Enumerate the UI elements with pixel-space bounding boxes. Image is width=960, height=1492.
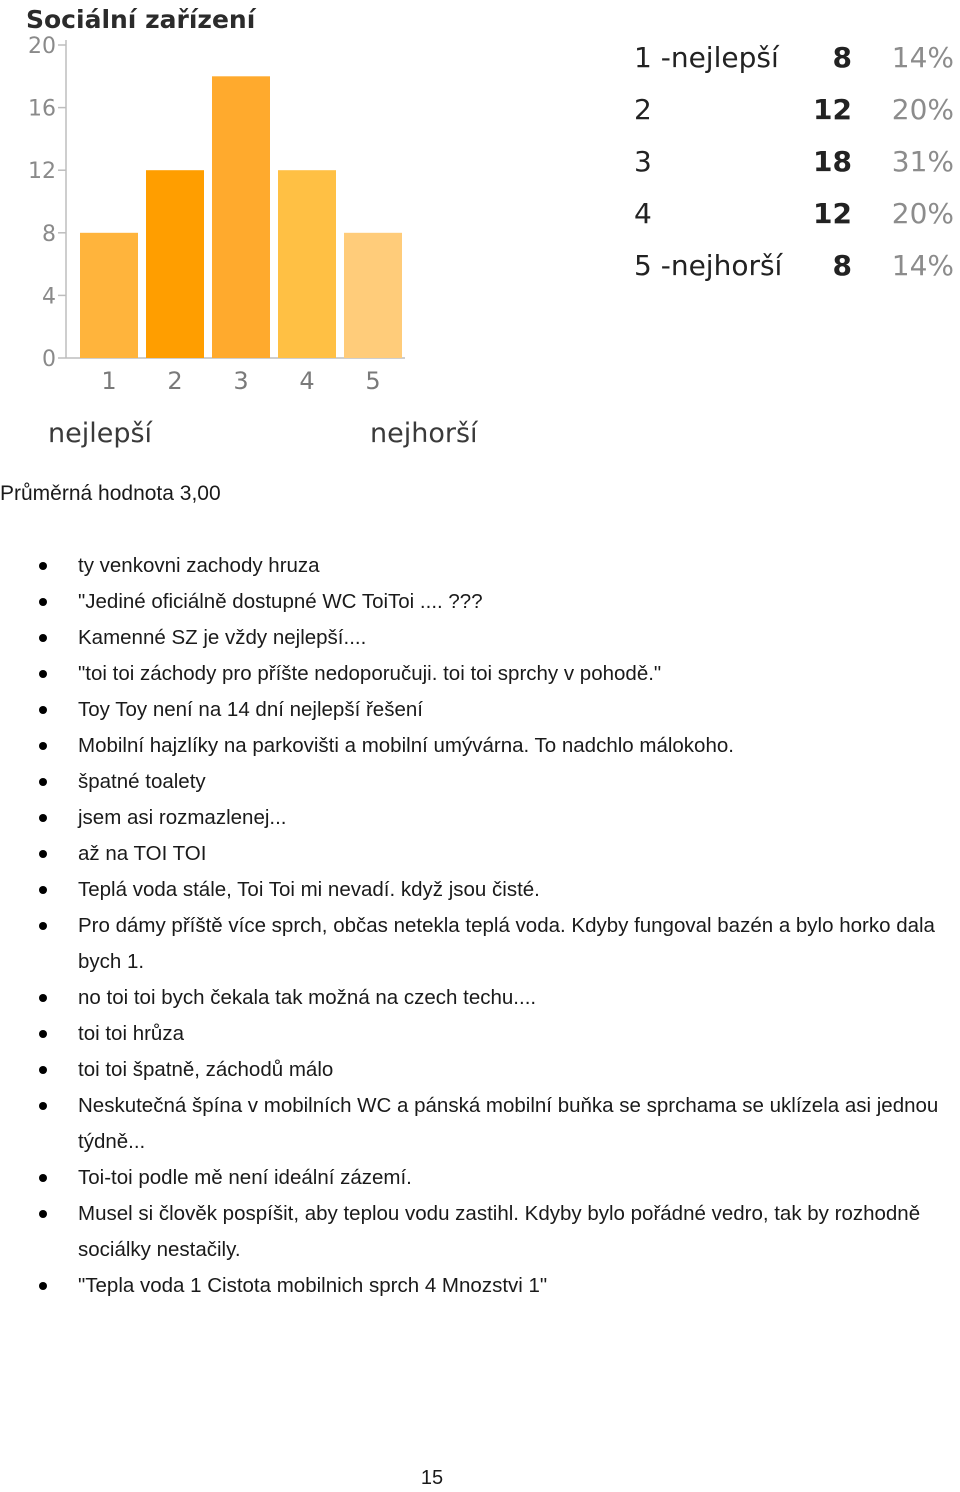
comment-text: Toi-toi podle mě není ideální zázemí. — [78, 1166, 412, 1189]
bullet-icon — [39, 778, 47, 786]
bar-4 — [278, 170, 336, 358]
bullet-icon — [39, 634, 47, 642]
bullet-icon — [39, 1282, 47, 1290]
bullet-icon — [39, 814, 47, 822]
bullet-icon — [39, 562, 47, 570]
comment-text: Mobilní hajzlíky na parkovišti a mobilní umývárna. To nadchlo málokoho. — [78, 734, 734, 757]
legend-category: 5 -nejhorší — [634, 249, 783, 282]
bullet-icon — [39, 1210, 47, 1218]
comment-item — [0, 764, 950, 800]
rating-chart — [0, 0, 960, 470]
comment-text: ty venkovni zachody hruza — [78, 554, 320, 577]
legend-count: 12 — [813, 197, 852, 230]
bar-5 — [344, 233, 402, 358]
comment-item — [0, 1016, 950, 1052]
bullet-icon — [39, 922, 47, 930]
bullet-icon — [39, 1066, 47, 1074]
best-label: nejlepší — [48, 418, 153, 449]
bar-3 — [212, 76, 270, 358]
legend-count: 8 — [832, 249, 852, 282]
legend-percent: 20% — [891, 93, 954, 126]
legend-category: 3 — [634, 145, 652, 178]
comment-item — [0, 872, 950, 908]
legend-category: 2 — [634, 93, 652, 126]
comment-text: Toy Toy není na 14 dní nejlepší řešení — [78, 698, 423, 721]
bullet-icon — [39, 886, 47, 894]
comment-text: toi toi špatně, záchodů málo — [78, 1058, 334, 1081]
comment-item — [0, 908, 950, 980]
y-tick-label: 12 — [28, 159, 56, 185]
bullet-icon — [39, 742, 47, 750]
comment-text: jsem asi rozmazlenej... — [78, 806, 287, 829]
y-tick-label: 8 — [42, 221, 56, 247]
worst-label: nejhorší — [370, 418, 478, 449]
x-category-label: 5 — [365, 367, 381, 395]
bars — [80, 76, 402, 358]
y-tick-label: 16 — [28, 96, 56, 122]
comment-text: "Tepla voda 1 Cistota mobilnich sprch 4 Mnozstvi 1" — [78, 1274, 548, 1297]
comment-item — [0, 1196, 950, 1268]
comment-item — [0, 728, 950, 764]
x-category-label: 2 — [167, 367, 183, 395]
comment-text: "Jediné oficiálně dostupné WC ToiToi .... ??? — [78, 590, 483, 613]
comment-item — [0, 1160, 950, 1196]
y-axis-ticks — [28, 34, 66, 372]
legend-table — [634, 41, 954, 282]
legend-percent: 31% — [891, 145, 954, 178]
page-number: 15 — [420, 1467, 444, 1489]
comment-item — [0, 836, 950, 872]
bullet-icon — [39, 1102, 47, 1110]
comment-text: Teplá voda stále, Toi Toi mi nevadí. když jsou čisté. — [78, 878, 540, 901]
legend-category: 4 — [634, 197, 652, 230]
comment-text: Pro dámy příště více sprch, občas netekla teplá voda. Kdyby fungoval bazén a bylo horko dala bych 1. — [78, 914, 935, 973]
bullet-icon — [39, 1030, 47, 1038]
bar-2 — [146, 170, 204, 358]
y-tick-label: 0 — [42, 347, 56, 372]
bullet-icon — [39, 598, 47, 606]
comment-text: špatné toalety — [78, 770, 206, 793]
bar-1 — [80, 233, 138, 358]
comment-item — [0, 620, 950, 656]
comment-item — [0, 1268, 950, 1304]
legend-percent: 14% — [891, 41, 954, 74]
comment-text: Kamenné SZ je vždy nejlepší.... — [78, 626, 367, 649]
comment-item — [0, 1052, 950, 1088]
comment-item — [0, 656, 950, 692]
y-tick-label: 20 — [28, 34, 56, 59]
y-tick-label: 4 — [42, 284, 56, 310]
comment-text: no toi toi bych čekala tak možná na czech techu.... — [78, 986, 537, 1009]
comment-item — [0, 980, 950, 1016]
bullet-icon — [39, 994, 47, 1002]
comment-text: toi toi hrůza — [78, 1022, 184, 1045]
comment-text: Musel si člověk pospíšit, aby teplou vodu zastihl. Kdyby bylo pořádné vedro, tak by rozhodně sociálky nestačily. — [78, 1202, 921, 1261]
legend-count: 12 — [813, 93, 852, 126]
comment-item — [0, 1088, 950, 1160]
x-category-label: 1 — [101, 367, 117, 395]
comment-text: Neskutečná špína v mobilních WC a pánská mobilní buňka se sprchama se uklízela asi jednou týdně... — [78, 1094, 939, 1153]
x-category-label: 4 — [299, 367, 315, 395]
comment-text: "toi toi záchody pro příšte nedoporučuji. toi toi sprchy v pohodě." — [78, 662, 662, 685]
legend-percent: 14% — [891, 249, 954, 282]
comments-list — [0, 548, 950, 1304]
chart-title: Sociální zařízení — [26, 5, 256, 34]
comment-item — [0, 800, 950, 836]
average-value: Průměrná hodnota 3,00 — [0, 482, 221, 505]
x-category-label: 3 — [233, 367, 249, 395]
comment-item — [0, 548, 950, 584]
legend-count: 18 — [813, 145, 852, 178]
bullet-icon — [39, 850, 47, 858]
bullet-icon — [39, 670, 47, 678]
bullet-icon — [39, 706, 47, 714]
bullet-icon — [39, 1174, 47, 1182]
legend-category: 1 -nejlepší — [634, 41, 779, 74]
legend-percent: 20% — [891, 197, 954, 230]
comment-item — [0, 692, 950, 728]
legend-count: 8 — [832, 41, 852, 74]
comment-text: až na TOI TOI — [78, 842, 207, 865]
x-axis-categories — [101, 367, 380, 395]
comment-item — [0, 584, 950, 620]
